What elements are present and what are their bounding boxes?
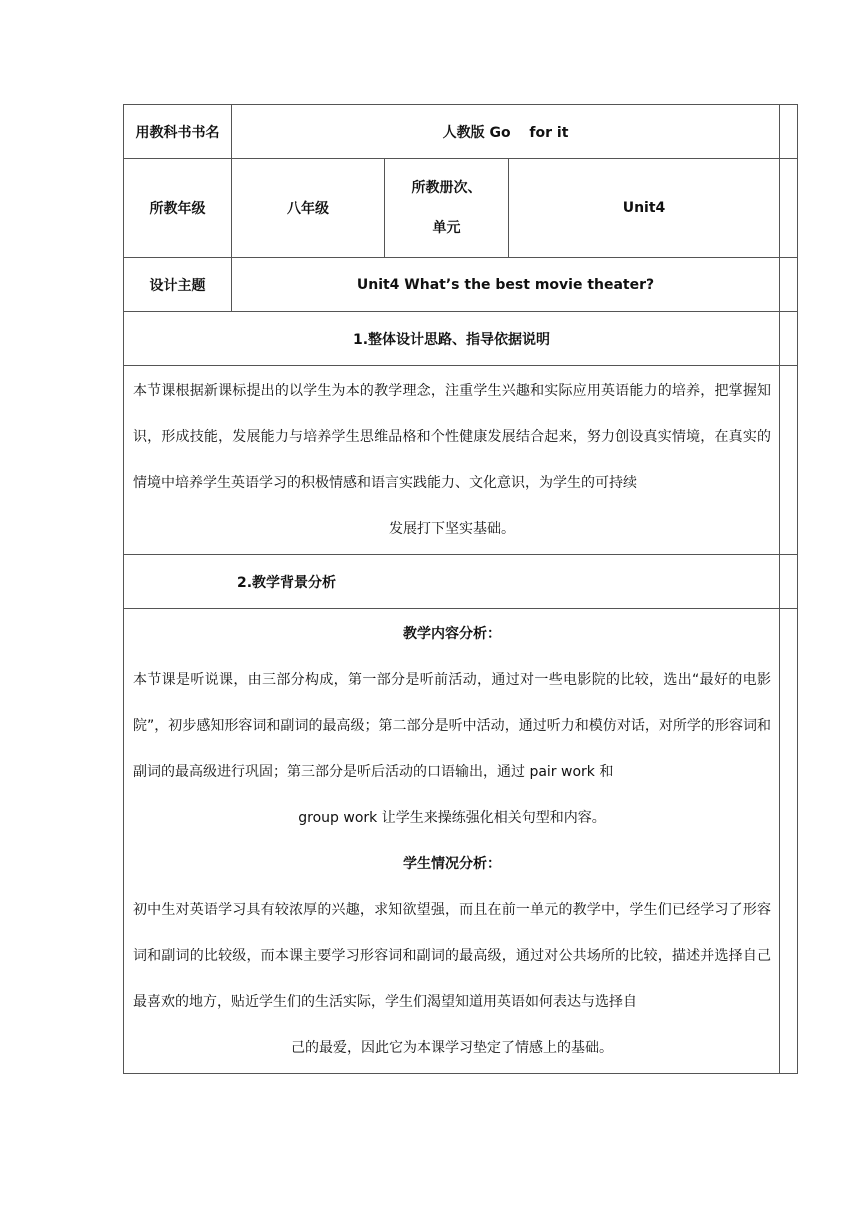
section1-header-row <box>124 312 798 366</box>
content-analysis-title: 教学内容分析： <box>403 626 501 642</box>
section1-title: 1.整体设计思路、指导依据说明 <box>124 312 780 366</box>
section1-text-last: 发展打下坚实基础。 <box>389 521 515 537</box>
textbook-label: 用教科书书名 <box>124 105 232 159</box>
lesson-plan-table <box>123 104 798 1074</box>
section1-body-row <box>124 366 798 555</box>
content-analysis-text-last: group work 让学生来操练强化相关句型和内容。 <box>298 810 606 826</box>
volume-label-line2: 单元 <box>432 220 461 236</box>
section1-body <box>124 366 780 555</box>
section1-text: 本节课根据新课标提出的以学生为本的教学理念，注重学生兴趣和实际应用英语能力的培养，把掌握知识，形成技能，发展能力与培养学生思维品格和个性健康发展结合起来，努力创设真实情境，在真实的情境中培养学生英语学习的积极情感和语言实践能力、文化意识，为学生的可持续 <box>133 383 771 491</box>
margin-cell <box>780 312 798 366</box>
margin-cell <box>780 258 798 312</box>
section2-body-row <box>124 609 798 1074</box>
lesson-plan-page <box>123 104 797 1074</box>
textbook-row <box>124 105 798 159</box>
grade-label: 所教年级 <box>124 159 232 258</box>
section2-header-row <box>124 555 798 609</box>
theme-value: Unit4 What’s the best movie theater? <box>232 258 780 312</box>
student-analysis-title: 学生情况分析： <box>403 856 501 872</box>
textbook-value: 人教版 Go for it <box>232 105 780 159</box>
theme-label: 设计主题 <box>124 258 232 312</box>
grade-row <box>124 159 798 258</box>
student-analysis-text: 初中生对英语学习具有较浓厚的兴趣，求知欲望强，而且在前一单元的教学中，学生们已经学习了形容词和副词的比较级，而本课主要学习形容词和副词的最高级，通过对公共场所的比较，描述并选择自己最喜欢的地方，贴近学生们的生活实际，学生们渴望知道用英语如何表达与选择自 <box>133 902 771 1010</box>
volume-label-line1: 所教册次、 <box>411 180 482 196</box>
theme-row <box>124 258 798 312</box>
margin-cell <box>780 609 798 1074</box>
volume-label <box>385 159 509 258</box>
grade-value: 八年级 <box>232 159 385 258</box>
section2-title: 2.教学背景分析 <box>124 555 780 609</box>
volume-value: Unit4 <box>509 159 780 258</box>
margin-cell <box>780 366 798 555</box>
margin-cell <box>780 159 798 258</box>
margin-cell <box>780 105 798 159</box>
student-analysis-text-last: 己的最爱，因此它为本课学习垫定了情感上的基础。 <box>291 1040 613 1056</box>
margin-cell <box>780 555 798 609</box>
section2-body <box>124 609 780 1074</box>
content-analysis-text: 本节课是听说课，由三部分构成，第一部分是听前活动，通过对一些电影院的比较，选出“最好的电影院”，初步感知形容词和副词的最高级；第二部分是听中活动，通过听力和模仿对话，对所学的形容词和副词的最高级进行巩固；第三部分是听后活动的口语输出，通过 pair work 和 <box>133 672 771 780</box>
